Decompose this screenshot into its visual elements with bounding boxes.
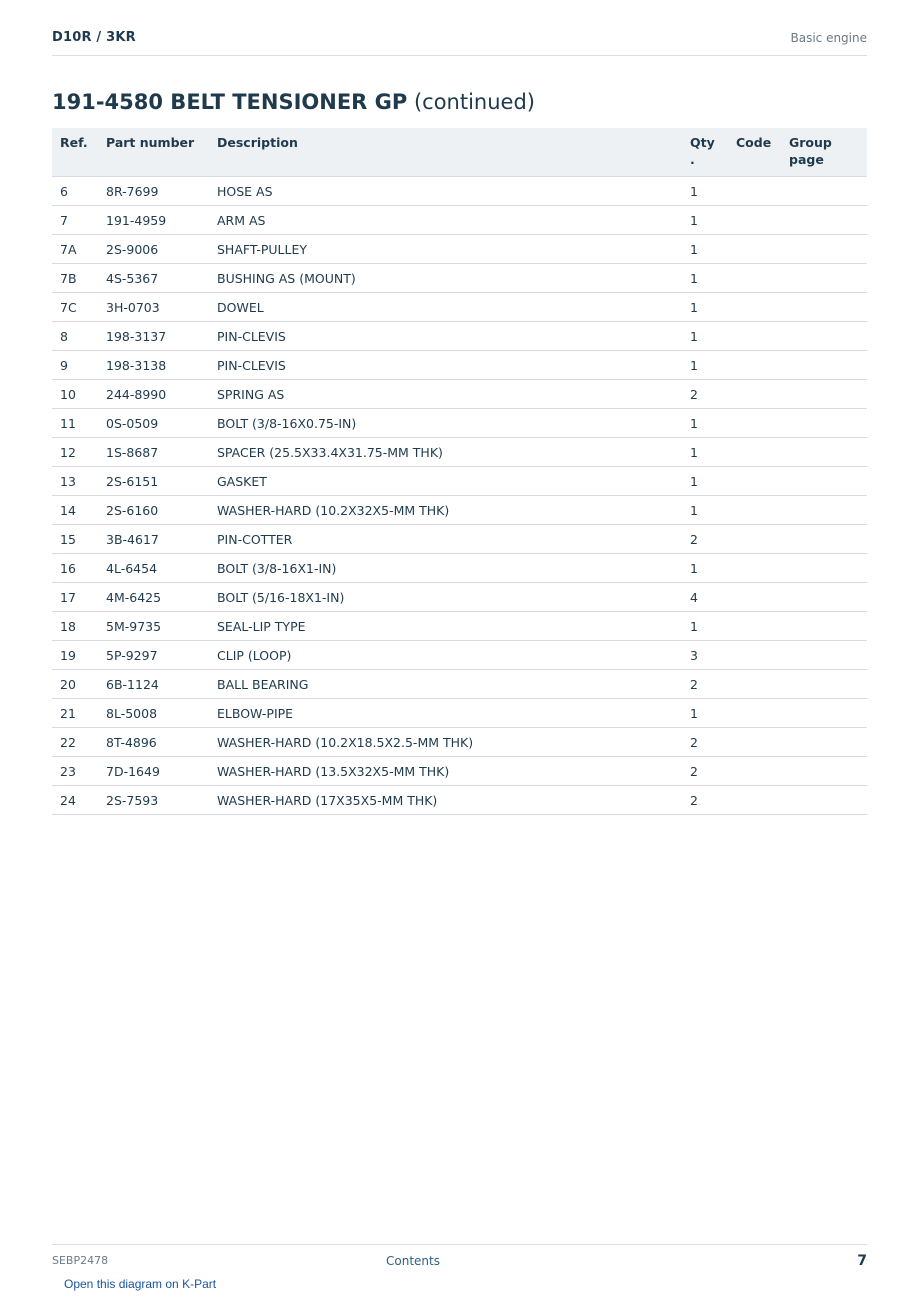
cell-group-page: [781, 699, 867, 728]
cell-ref: 14: [52, 496, 98, 525]
cell-qty: 2: [682, 786, 728, 815]
column-header-code: Code: [728, 128, 781, 177]
cell-group-page: [781, 786, 867, 815]
table-row: [52, 322, 867, 351]
cell-qty: 1: [682, 699, 728, 728]
table-row: [52, 525, 867, 554]
cell-code: [728, 641, 781, 670]
table-row: [52, 206, 867, 235]
cell-part-number: 8T-4896: [98, 728, 209, 757]
cell-qty: 1: [682, 554, 728, 583]
cell-ref: 20: [52, 670, 98, 699]
cell-qty: 1: [682, 612, 728, 641]
table-row: [52, 235, 867, 264]
cell-part-number: 191-4959: [98, 206, 209, 235]
table-row: [52, 583, 867, 612]
cell-description: DOWEL: [209, 293, 682, 322]
cell-group-page: [781, 409, 867, 438]
cell-code: [728, 409, 781, 438]
cell-code: [728, 177, 781, 206]
table-row: [52, 351, 867, 380]
cell-description: ELBOW-PIPE: [209, 699, 682, 728]
cell-group-page: [781, 525, 867, 554]
cell-qty: 1: [682, 293, 728, 322]
cell-group-page: [781, 264, 867, 293]
cell-ref: 21: [52, 699, 98, 728]
cell-part-number: 5M-9735: [98, 612, 209, 641]
cell-group-page: [781, 351, 867, 380]
cell-group-page: [781, 380, 867, 409]
table-row: [52, 409, 867, 438]
cell-qty: 2: [682, 670, 728, 699]
cell-description: BOLT (3/8-16X1-IN): [209, 554, 682, 583]
cell-group-page: [781, 757, 867, 786]
cell-code: [728, 757, 781, 786]
table-row: [52, 554, 867, 583]
model-label: D10R / 3KR: [52, 30, 136, 45]
column-header-group-page: [781, 128, 867, 177]
cell-ref: 12: [52, 438, 98, 467]
cell-description: PIN-CLEVIS: [209, 322, 682, 351]
table-row: [52, 496, 867, 525]
cell-part-number: 198-3138: [98, 351, 209, 380]
cell-group-page: [781, 177, 867, 206]
table-row: [52, 728, 867, 757]
cell-description: GASKET: [209, 467, 682, 496]
page-title: [52, 90, 535, 114]
cell-qty: 2: [682, 728, 728, 757]
cell-ref: 19: [52, 641, 98, 670]
cell-code: [728, 699, 781, 728]
page-header: [52, 28, 867, 56]
table-row: [52, 670, 867, 699]
table-row: [52, 293, 867, 322]
cell-code: [728, 438, 781, 467]
cell-code: [728, 235, 781, 264]
cell-description: WASHER-HARD (13.5X32X5-MM THK): [209, 757, 682, 786]
table-row: [52, 438, 867, 467]
cell-part-number: 2S-9006: [98, 235, 209, 264]
cell-qty: 1: [682, 322, 728, 351]
cell-part-number: 244-8990: [98, 380, 209, 409]
cell-group-page: [781, 496, 867, 525]
cell-group-page: [781, 641, 867, 670]
cell-part-number: 4L-6454: [98, 554, 209, 583]
cell-description: WASHER-HARD (10.2X18.5X2.5-MM THK): [209, 728, 682, 757]
cell-group-page: [781, 612, 867, 641]
cell-description: PIN-COTTER: [209, 525, 682, 554]
cell-qty: 1: [682, 351, 728, 380]
cell-description: SHAFT-PULLEY: [209, 235, 682, 264]
cell-description: BALL BEARING: [209, 670, 682, 699]
cell-qty: 2: [682, 380, 728, 409]
cell-ref: 24: [52, 786, 98, 815]
table-row: [52, 699, 867, 728]
column-header-qty-label: Qty .: [690, 135, 715, 167]
cell-group-page: [781, 206, 867, 235]
table-row: [52, 380, 867, 409]
column-header-qty: [682, 128, 728, 177]
cell-qty: 1: [682, 438, 728, 467]
cell-qty: 1: [682, 496, 728, 525]
cell-part-number: 4S-5367: [98, 264, 209, 293]
title-continued: (continued): [407, 90, 535, 114]
parts-table: [52, 128, 867, 815]
cell-group-page: [781, 467, 867, 496]
cell-group-page: [781, 583, 867, 612]
cell-code: [728, 380, 781, 409]
cell-ref: 7: [52, 206, 98, 235]
cell-ref: 11: [52, 409, 98, 438]
cell-group-page: [781, 670, 867, 699]
table-header-row: [52, 128, 867, 177]
cell-group-page: [781, 554, 867, 583]
page-footer: [52, 1244, 867, 1295]
cell-code: [728, 322, 781, 351]
table-row: [52, 641, 867, 670]
column-header-part-number: Part number: [98, 128, 209, 177]
contents-link[interactable]: Contents: [386, 1254, 440, 1268]
cell-ref: 7B: [52, 264, 98, 293]
cell-part-number: 5P-9297: [98, 641, 209, 670]
document-id: SEBP2478: [52, 1254, 109, 1267]
cell-group-page: [781, 235, 867, 264]
column-header-ref: Ref.: [52, 128, 98, 177]
cell-ref: 18: [52, 612, 98, 641]
section-label: Basic engine: [790, 31, 867, 45]
page-number: 7: [857, 1253, 867, 1269]
cell-ref: 15: [52, 525, 98, 554]
cell-ref: 8: [52, 322, 98, 351]
cell-qty: 1: [682, 177, 728, 206]
cell-description: CLIP (LOOP): [209, 641, 682, 670]
column-header-description: Description: [209, 128, 682, 177]
cell-group-page: [781, 438, 867, 467]
cell-part-number: 3B-4617: [98, 525, 209, 554]
cell-code: [728, 496, 781, 525]
cell-part-number: 2S-6151: [98, 467, 209, 496]
cell-qty: 1: [682, 235, 728, 264]
cell-part-number: 7D-1649: [98, 757, 209, 786]
cell-code: [728, 612, 781, 641]
column-header-group-page-label: Group page: [789, 135, 832, 167]
table-row: [52, 612, 867, 641]
cell-qty: 2: [682, 757, 728, 786]
cell-description: SPRING AS: [209, 380, 682, 409]
cell-qty: 4: [682, 583, 728, 612]
table-row: [52, 177, 867, 206]
cell-part-number: 0S-0509: [98, 409, 209, 438]
cell-ref: 7C: [52, 293, 98, 322]
table-row: [52, 757, 867, 786]
cell-ref: 16: [52, 554, 98, 583]
cell-code: [728, 467, 781, 496]
cell-code: [728, 264, 781, 293]
cell-qty: 1: [682, 206, 728, 235]
cell-description: PIN-CLEVIS: [209, 351, 682, 380]
cell-code: [728, 670, 781, 699]
cell-description: ARM AS: [209, 206, 682, 235]
parts-table-body: [52, 177, 867, 815]
cell-qty: 3: [682, 641, 728, 670]
cell-part-number: 3H-0703: [98, 293, 209, 322]
cell-ref: 13: [52, 467, 98, 496]
cell-ref: 9: [52, 351, 98, 380]
cell-code: [728, 554, 781, 583]
cell-code: [728, 786, 781, 815]
cell-qty: 1: [682, 467, 728, 496]
cell-group-page: [781, 293, 867, 322]
cell-description: SEAL-LIP TYPE: [209, 612, 682, 641]
cell-description: HOSE AS: [209, 177, 682, 206]
cell-part-number: 1S-8687: [98, 438, 209, 467]
table-row: [52, 264, 867, 293]
table-row: [52, 467, 867, 496]
cell-code: [728, 728, 781, 757]
cell-description: SPACER (25.5X33.4X31.75-MM THK): [209, 438, 682, 467]
cell-ref: 6: [52, 177, 98, 206]
cell-qty: 1: [682, 264, 728, 293]
cell-description: BOLT (5/16-18X1-IN): [209, 583, 682, 612]
cell-ref: 22: [52, 728, 98, 757]
cell-description: WASHER-HARD (10.2X32X5-MM THK): [209, 496, 682, 525]
cell-part-number: 2S-6160: [98, 496, 209, 525]
cell-group-page: [781, 728, 867, 757]
open-kpart-link[interactable]: Open this diagram on K-Part: [64, 1277, 217, 1291]
cell-qty: 1: [682, 409, 728, 438]
cell-part-number: 6B-1124: [98, 670, 209, 699]
cell-qty: 2: [682, 525, 728, 554]
table-row: [52, 786, 867, 815]
cell-ref: 7A: [52, 235, 98, 264]
cell-code: [728, 351, 781, 380]
cell-part-number: 8L-5008: [98, 699, 209, 728]
cell-ref: 23: [52, 757, 98, 786]
cell-code: [728, 293, 781, 322]
cell-part-number: 198-3137: [98, 322, 209, 351]
cell-code: [728, 525, 781, 554]
cell-part-number: 4M-6425: [98, 583, 209, 612]
cell-description: BUSHING AS (MOUNT): [209, 264, 682, 293]
cell-group-page: [781, 322, 867, 351]
cell-part-number: 2S-7593: [98, 786, 209, 815]
cell-description: BOLT (3/8-16X0.75-IN): [209, 409, 682, 438]
cell-ref: 10: [52, 380, 98, 409]
cell-ref: 17: [52, 583, 98, 612]
cell-description: WASHER-HARD (17X35X5-MM THK): [209, 786, 682, 815]
group-title: 191-4580 BELT TENSIONER GP: [52, 90, 408, 114]
cell-code: [728, 583, 781, 612]
cell-code: [728, 206, 781, 235]
cell-part-number: 8R-7699: [98, 177, 209, 206]
